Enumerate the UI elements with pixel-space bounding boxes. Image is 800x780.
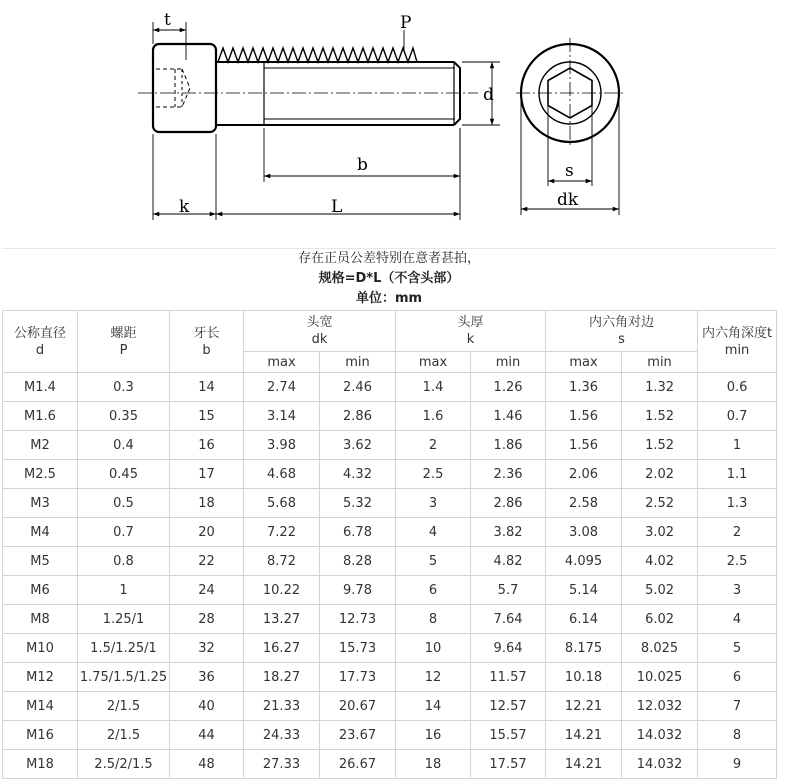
table-cell: 0.8 — [78, 547, 170, 576]
table-cell: 2.52 — [622, 489, 698, 518]
table-cell: 8 — [396, 605, 471, 634]
table-cell: 1 — [698, 431, 777, 460]
table-cell: 7.64 — [471, 605, 546, 634]
header-head-height-cn: 头厚 — [457, 315, 484, 330]
table-cell: M3 — [3, 489, 78, 518]
table-cell: 4.32 — [320, 460, 396, 489]
table-row — [3, 721, 777, 750]
table-cell: 12.032 — [622, 692, 698, 721]
table-cell: 9.78 — [320, 576, 396, 605]
table-cell: M4 — [3, 518, 78, 547]
header-head-height-sym: k — [466, 332, 475, 347]
header-nominal-diameter — [3, 311, 78, 373]
dim-d — [462, 62, 500, 125]
header-hex-depth-sym: min — [724, 342, 750, 358]
table-cell: M6 — [3, 576, 78, 605]
table-row — [3, 489, 777, 518]
table-cell: 8.28 — [320, 547, 396, 576]
table-cell: 1.86 — [471, 431, 546, 460]
thread-profile — [218, 48, 417, 62]
table-cell: 3.02 — [622, 518, 698, 547]
table-row — [3, 518, 777, 547]
table-cell: 0.7 — [698, 402, 777, 431]
table-cell: 17.57 — [471, 750, 546, 779]
table-cell: 3.14 — [244, 402, 320, 431]
table-cell: 1.52 — [622, 402, 698, 431]
table-cell: 11.57 — [471, 663, 546, 692]
table-cell: 8 — [698, 721, 777, 750]
table-cell: 2.36 — [471, 460, 546, 489]
table-cell: 15.57 — [471, 721, 546, 750]
table-cell: 7.22 — [244, 518, 320, 547]
table-cell: 5.02 — [622, 576, 698, 605]
table-cell: 23.67 — [320, 721, 396, 750]
header-s-min: min — [622, 352, 698, 373]
table-cell: 15 — [170, 402, 244, 431]
label-t: t — [164, 10, 171, 30]
table-cell: 1.32 — [622, 373, 698, 402]
table-cell: 4.68 — [244, 460, 320, 489]
table-cell: 0.45 — [78, 460, 170, 489]
table-cell: 10.18 — [546, 663, 622, 692]
table-cell: 2.74 — [244, 373, 320, 402]
header-hex-depth — [698, 311, 777, 373]
table-cell: 9.64 — [471, 634, 546, 663]
table-row — [3, 431, 777, 460]
table-cell: 6 — [396, 576, 471, 605]
header-nominal-sym: d — [35, 342, 45, 358]
header-hex-width-cn: 内六角对边 — [589, 315, 655, 330]
table-cell: 6.14 — [546, 605, 622, 634]
table-cell: 1.3 — [698, 489, 777, 518]
table-cell: 5.7 — [471, 576, 546, 605]
note-unit: 单位：mm — [355, 291, 423, 306]
table-cell: 0.6 — [698, 373, 777, 402]
table-cell: 44 — [170, 721, 244, 750]
table-cell: 27.33 — [244, 750, 320, 779]
table-cell: 2.5/2/1.5 — [78, 750, 170, 779]
table-row — [3, 576, 777, 605]
table-cell: 14.032 — [622, 721, 698, 750]
table-cell: M10 — [3, 634, 78, 663]
note-tolerance: 存在正员公差特别在意者甚拍， — [297, 251, 480, 266]
table-cell: 3.62 — [320, 431, 396, 460]
table-row — [3, 460, 777, 489]
thread-teeth — [218, 48, 417, 62]
table-cell: 28 — [170, 605, 244, 634]
screw-head-side — [153, 44, 216, 132]
header-hex-width-sym: s — [618, 332, 625, 347]
label-l: L — [331, 197, 343, 217]
label-dk: dk — [557, 190, 579, 210]
screw-technical-drawing — [0, 0, 800, 248]
header-thread-cn: 牙长 — [193, 325, 220, 341]
header-dk-min: min — [320, 352, 396, 373]
table-cell: 14.032 — [622, 750, 698, 779]
header-pitch — [78, 311, 170, 373]
table-cell: 1.4 — [396, 373, 471, 402]
header-head-width-cn: 头宽 — [306, 315, 333, 330]
table-cell: 2.86 — [320, 402, 396, 431]
table-cell: 14.21 — [546, 721, 622, 750]
table-cell: M2 — [3, 431, 78, 460]
table-cell: 1.56 — [546, 431, 622, 460]
table-cell: 2.02 — [622, 460, 698, 489]
table-cell: 2 — [698, 518, 777, 547]
header-pitch-sym: P — [119, 342, 128, 358]
table-cell: 1.52 — [622, 431, 698, 460]
table-cell: 0.7 — [78, 518, 170, 547]
table-cell: 15.73 — [320, 634, 396, 663]
table-cell: M12 — [3, 663, 78, 692]
table-cell: 1.46 — [471, 402, 546, 431]
table-cell: 1.56 — [546, 402, 622, 431]
table-cell: 3 — [396, 489, 471, 518]
table-cell: 2.58 — [546, 489, 622, 518]
table-cell: 1.25/1 — [78, 605, 170, 634]
table-cell: 3.82 — [471, 518, 546, 547]
table-cell: 14.21 — [546, 750, 622, 779]
label-p: P — [400, 13, 412, 33]
header-thread-sym: b — [202, 342, 211, 358]
header-pitch-cn: 螺距 — [110, 325, 137, 341]
table-cell: 0.4 — [78, 431, 170, 460]
table-cell: 4 — [396, 518, 471, 547]
label-k: k — [179, 197, 190, 217]
table-cell: 1.36 — [546, 373, 622, 402]
table-cell: 1.1 — [698, 460, 777, 489]
table-cell: M2.5 — [3, 460, 78, 489]
header-hex-depth-cn: 内六角深度t — [701, 325, 773, 341]
spec-table-body — [3, 373, 777, 779]
table-row — [3, 402, 777, 431]
header-nominal-cn: 公称直径 — [13, 325, 66, 341]
table-cell: 4.02 — [622, 547, 698, 576]
table-row — [3, 692, 777, 721]
table-cell: 5.32 — [320, 489, 396, 518]
label-s: s — [565, 161, 574, 181]
table-cell: 7 — [698, 692, 777, 721]
spec-notes — [2, 248, 776, 311]
table-cell: 22 — [170, 547, 244, 576]
table-cell: 1 — [78, 576, 170, 605]
table-cell: 5 — [396, 547, 471, 576]
table-cell: 8.72 — [244, 547, 320, 576]
note-spec-format: 规格=D*L（不含头部） — [318, 271, 460, 286]
table-cell: 21.33 — [244, 692, 320, 721]
table-cell: 36 — [170, 663, 244, 692]
table-cell: 40 — [170, 692, 244, 721]
table-cell: 6.78 — [320, 518, 396, 547]
table-cell: 13.27 — [244, 605, 320, 634]
table-cell: 32 — [170, 634, 244, 663]
table-cell: 4.095 — [546, 547, 622, 576]
table-cell: 20 — [170, 518, 244, 547]
table-row — [3, 547, 777, 576]
table-cell: 10.025 — [622, 663, 698, 692]
table-cell: 1.26 — [471, 373, 546, 402]
header-thread-length — [170, 311, 244, 373]
table-cell: 1.5/1.25/1 — [78, 634, 170, 663]
table-cell: 6.02 — [622, 605, 698, 634]
table-cell: 2/1.5 — [78, 692, 170, 721]
table-row — [3, 373, 777, 402]
table-row — [3, 605, 777, 634]
table-cell: 14 — [170, 373, 244, 402]
table-cell: 0.35 — [78, 402, 170, 431]
table-cell: 8.025 — [622, 634, 698, 663]
table-cell: 9 — [698, 750, 777, 779]
table-row — [3, 750, 777, 779]
table-cell: 17 — [170, 460, 244, 489]
table-cell: 2 — [396, 431, 471, 460]
table-cell: 5.14 — [546, 576, 622, 605]
table-cell: 2/1.5 — [78, 721, 170, 750]
table-cell: 5 — [698, 634, 777, 663]
label-b: b — [357, 155, 368, 175]
table-cell: 14 — [396, 692, 471, 721]
table-cell: M8 — [3, 605, 78, 634]
table-cell: 10.22 — [244, 576, 320, 605]
table-cell: 6 — [698, 663, 777, 692]
header-head-width — [244, 311, 396, 352]
header-head-height — [396, 311, 546, 352]
table-cell: 26.67 — [320, 750, 396, 779]
table-cell: 48 — [170, 750, 244, 779]
table-cell: 24.33 — [244, 721, 320, 750]
table-cell: 2.5 — [396, 460, 471, 489]
table-row — [3, 663, 777, 692]
header-s-max: max — [546, 352, 622, 373]
label-d: d — [483, 85, 494, 105]
table-cell: 4 — [698, 605, 777, 634]
header-dk-max: max — [244, 352, 320, 373]
table-cell: 3.08 — [546, 518, 622, 547]
table-cell: 10 — [396, 634, 471, 663]
table-cell: 3 — [698, 576, 777, 605]
table-cell: 4.82 — [471, 547, 546, 576]
screw-shank-side — [216, 62, 460, 125]
screw-head-end-view — [516, 38, 624, 148]
header-k-min: min — [471, 352, 546, 373]
table-cell: 3.98 — [244, 431, 320, 460]
table-cell: M1.4 — [3, 373, 78, 402]
table-cell: 20.67 — [320, 692, 396, 721]
table-cell: 18 — [170, 489, 244, 518]
table-cell: 2.5 — [698, 547, 777, 576]
table-cell: 12.21 — [546, 692, 622, 721]
table-cell: 16 — [396, 721, 471, 750]
table-cell: 2.86 — [471, 489, 546, 518]
table-cell: 18 — [396, 750, 471, 779]
table-cell: 2.46 — [320, 373, 396, 402]
table-cell: 1.75/1.5/1.25 — [78, 663, 170, 692]
table-cell: 12 — [396, 663, 471, 692]
table-cell: 18.27 — [244, 663, 320, 692]
table-cell: 17.73 — [320, 663, 396, 692]
table-cell: 8.175 — [546, 634, 622, 663]
header-head-width-sym: dk — [311, 332, 328, 347]
table-cell: M14 — [3, 692, 78, 721]
table-row — [3, 634, 777, 663]
table-cell: 12.57 — [471, 692, 546, 721]
table-cell: 1.6 — [396, 402, 471, 431]
table-cell: 12.73 — [320, 605, 396, 634]
table-cell: M18 — [3, 750, 78, 779]
table-cell: 2.06 — [546, 460, 622, 489]
table-cell: M16 — [3, 721, 78, 750]
header-k-max: max — [396, 352, 471, 373]
table-cell: 16 — [170, 431, 244, 460]
header-hex-width — [546, 311, 698, 352]
table-cell: M1.6 — [3, 402, 78, 431]
table-cell: 0.5 — [78, 489, 170, 518]
spec-table — [2, 310, 777, 779]
table-cell: 24 — [170, 576, 244, 605]
table-cell: 0.3 — [78, 373, 170, 402]
table-cell: 5.68 — [244, 489, 320, 518]
table-cell: 16.27 — [244, 634, 320, 663]
table-cell: M5 — [3, 547, 78, 576]
